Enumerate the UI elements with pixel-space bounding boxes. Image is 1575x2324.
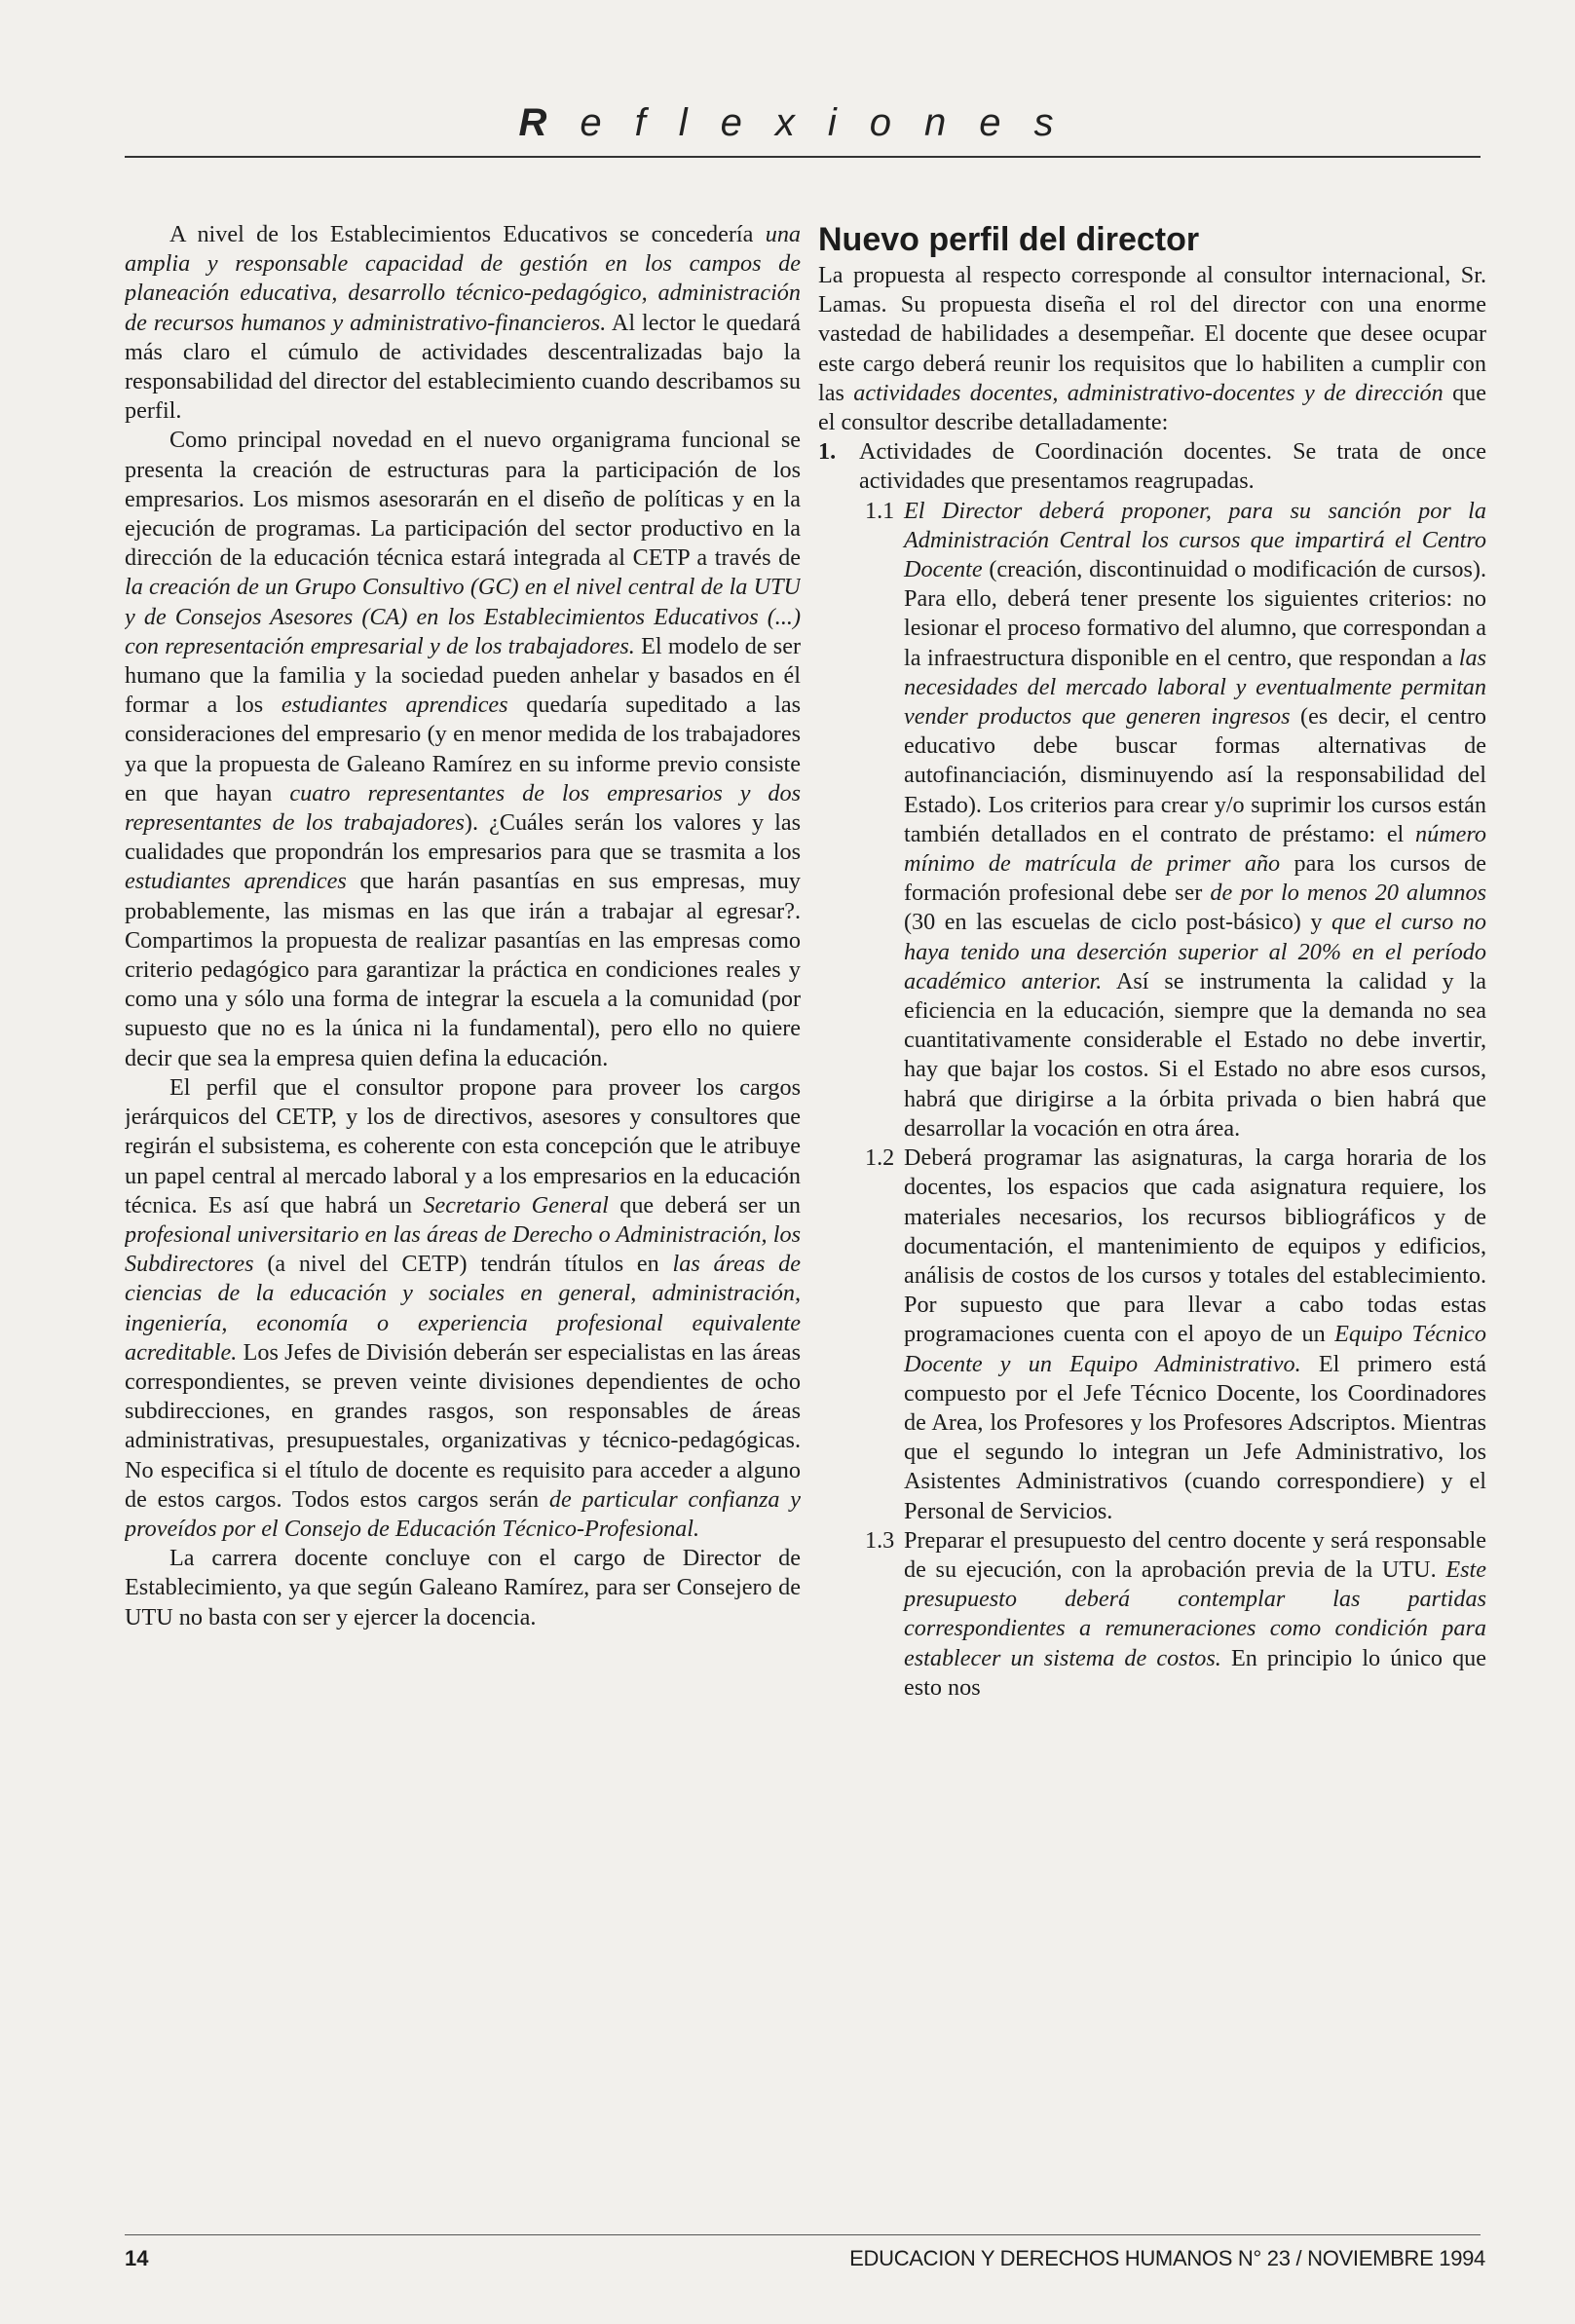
text-run: La propuesta al respecto corresponde al consultor internacional, Sr. Lamas. Su propuesta diseña el rol del director con una enorme vastedad de habilidades a desempeñar. El docente que desee ocupar este cargo deberá reunir los requisitos que lo habiliten a cumplir con las [818,262,1486,406]
italic-text-run: de particular confianza y proveídos por el Consejo de Educación Técnico-Profesional. [125,1485,801,1542]
section-title: Nuevo perfil del director [818,221,1200,258]
text-run: para los cursos de formación profesional debe ser [904,850,1486,907]
italic-text-run: Secretario General [423,1191,609,1218]
running-header [125,101,1481,160]
text-run: A nivel de los Establecimientos Educativos se concedería [169,221,766,247]
text-run: que harán pasantías en sus empresas, muy probablemente, las mismas en las que irán a trabajar al egresar?. Compartimos la propuesta de realizar pasantías en las empresas como criterio pedagógico para garantizar la práctica en condiciones reales y como una y sólo una forma de integrar la escuela a la comunidad (por supuesto que no es la única ni la fundamental), pero ello no quiere decir que sea la empresa quien defina la educación. [125,868,801,1071]
sub-item [818,497,1486,1143]
paragraph [125,1073,801,1544]
text-run: Deberá programar las asignaturas, la carga horaria de los docentes, los espacios que cada asignatura requiere, los materiales necesarios, los recursos bibliográficos y de documentación, el mantenimiento de equipos y edificios, análisis de costos de los cursos y totales del establecimiento. Por supuesto que para llevar a cabo todas estas programaciones cuenta con el apoyo de un [904,1144,1486,1348]
sub-item-text [904,1526,1486,1703]
left-column [125,220,801,2119]
italic-text-run: profesional universitario en las áreas de Derecho o Administración, los Subdirectores [125,1220,801,1278]
text-run: Así se instrumenta la calidad y la eficiencia en la educación, siempre que la demanda no sea cuantitativamente considerable el Estado no debe invertir, hay que bajar los costos. Si el Estado no abre esos cursos, habrá que dirigirse a la órbita privada o bien habrá que desarrollar la vocación en otra área. [904,967,1486,1142]
list-number: 1. [818,438,837,466]
text-run: (a nivel del CETP) tendrán títulos en [253,1251,673,1278]
text-run: ). ¿Cuáles serán los valores y las cualidades que propondrán los empresarios para que se trasmita a los [125,809,801,866]
header-rule [125,156,1481,158]
text-run: (es decir, el centro educativo debe buscar formas alternativas de autofinanciación, disminuyendo así la responsabilidad del Estado). Los criterios para crear y/o suprimir los cursos están también detallados en el contrato de préstamo: el [904,703,1486,847]
italic-text-run: El Director deberá proponer, para su sanción por la Administración Central los cursos que impartirá el Centro Docente [904,497,1486,583]
text-run: Los Jefes de División deberán ser especialistas en las áreas correspondientes, se preven veinte divisiones dependientes de ocho subdirecciones, en grandes rasgos, son responsables de áreas administrativas, presupuestales, organizativas y técnico-pedagógicas. No especifica si el título de docente es requisito para acceder a alguno de estos cargos. Todos estos cargos serán [125,1338,801,1513]
italic-text-run: la creación de un Grupo Consultivo (GC) en el nivel central de la UTU y de Consejos Asesores (CA) en los Establecimientos Educativos (...) con representación empresarial y de los trabajadores. [125,574,801,659]
italic-text-run: número mínimo de matrícula de primer año [904,820,1486,878]
text-run: Preparar el presupuesto del centro docente y será responsable de su ejecución, con la aprobación previa de la UTU. [904,1526,1486,1583]
list-item-text [859,437,1486,496]
text-run: quedaría supeditado a las consideraciones del empresario (y en menor medida de los trabajadores ya que la propuesta de Galeano Ramírez en su informe previo consiste en que hayan [125,692,801,806]
italic-text-run: estudiantes aprendices [125,868,347,895]
paragraph [125,1544,801,1632]
italic-text-run: actividades docentes, administrativo-docentes y de dirección [853,379,1444,406]
text-run: que el consultor describe detalladamente: [818,379,1486,436]
publication-footer: EDUCACION Y DERECHOS HUMANOS N° 23 / NOVIEMBRE 1994 [849,2246,1485,2270]
paragraph [818,261,1486,437]
text-run: La carrera docente concluye con el cargo de Director de Establecimiento, ya que según Galeano Ramírez, para ser Consejero de UTU no basta con ser y ejercer la docencia. [125,1545,801,1631]
text-run: (30 en las escuelas de ciclo post-básico) y [904,909,1332,936]
text-run: El perfil que el consultor propone para proveer los cargos jerárquicos del CETP, y los de directivos, asesores y consultores que regirán el subsistema, es coherente con esta concepción que le atribuye un papel central al mercado laboral y a los empresarios en la educación técnica. Es así que habrá un [125,1073,801,1218]
sub-item-text [904,1143,1486,1526]
sub-item-text [904,497,1486,1143]
sub-item-number: 1.1 [865,497,895,524]
header-rest: eflexiones [580,101,1087,144]
italic-text-run: Equipo Técnico Docente y un Equipo Administrativo. [904,1321,1486,1377]
text-run: Como principal novedad en el nuevo organigrama funcional se presenta la creación de estructuras para la participación de los empresarios. Los mismos asesorarán en el diseño de políticas y en la ejecución de programas. La participación del sector productivo en la dirección de la educación técnica estará integrada al CETP a través de [125,427,801,572]
footer-rule [125,2234,1481,2235]
italic-text-run: las necesidades del mercado laboral y eventualmente permitan vender productos que generen ingresos [904,644,1486,731]
paragraph [125,426,801,1072]
paragraph [125,220,801,426]
text-run: que deberá ser un [608,1191,801,1218]
italic-text-run: las áreas de ciencias de la educación y sociales en general, administración, ingeniería, economía o experiencia profesional equivalente acreditable. [125,1251,801,1366]
italic-text-run: cuatro representantes de los empresarios y dos representantes de los trabajadores [125,779,801,837]
text-run: Al lector le quedará más claro el cúmulo de actividades descentralizadas bajo la responsabilidad del director del establecimiento cuando describamos su perfil. [125,309,801,425]
text-run: El primero está compuesto por el Jefe Técnico Docente, los Coordinadores de Area, los Profesores y los Profesores Adscriptos. Mientras que el segundo lo integran un Jefe Administrativo, los Asistentes Administrativos (cuando correspondiere) y el Personal de Servicios. [904,1350,1486,1524]
italic-text-run: Este presupuesto deberá contemplar las partidas correspondientes a remuneraciones como condición para establecer un sistema de costos. [904,1556,1486,1671]
text-run: (creación, discontinuidad o modificación de cursos). Para ello, deberá tener presente los siguientes criterios: no lesionar el proceso formativo del alumno, que correspondan a la infraestructura disponible en el centro, que respondan a [904,556,1486,671]
header-initial: R [518,101,581,144]
sub-item-number: 1.3 [865,1526,895,1554]
sub-item-number: 1.2 [865,1144,895,1172]
italic-text-run: que el curso no haya tenido una deserción superior al 20% en el período académico anterior. [904,909,1486,994]
text-run: Actividades de Coordinación docentes. Se trata de once actividades que presentamos reagrupadas. [859,438,1486,495]
text-run: En principio lo único que esto nos [904,1644,1486,1701]
page-number: 14 [125,2246,149,2270]
italic-text-run: una amplia y responsable capacidad de gestión en los campos de planeación educativa, desarrollo técnico-pedagógico, administración de recursos humanos y administrativo-financieros. [125,221,801,336]
sub-item [818,1526,1486,1703]
italic-text-run: de por lo menos 20 alumnos [1210,880,1486,907]
text-run: El modelo de ser humano que la familia y la sociedad pueden anhelar y basados en él formar a los [125,632,801,719]
sub-item [818,1143,1486,1526]
list-item [818,437,1486,496]
right-column [818,220,1486,2119]
italic-text-run: estudiantes aprendices [281,692,508,719]
